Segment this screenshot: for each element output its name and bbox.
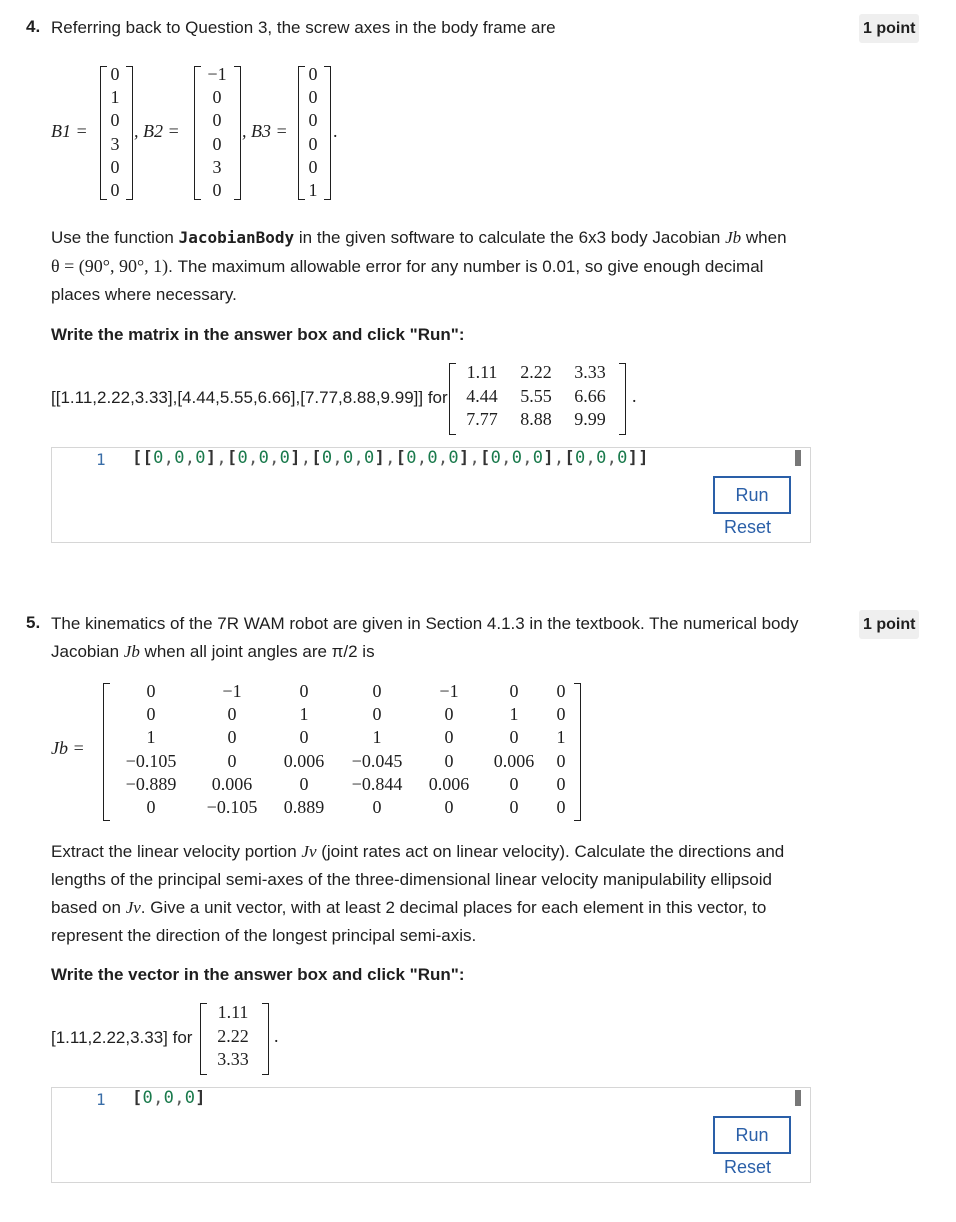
- jacobian-cell: 1: [299, 704, 309, 725]
- jacobian-cell: 0.006: [211, 773, 253, 794]
- jacobian-cell: 0: [146, 704, 156, 725]
- code-input[interactable]: [0,0,0]: [132, 1088, 206, 1108]
- b2-entry: 0: [212, 180, 222, 200]
- jacobian-cell: 0: [372, 797, 382, 817]
- question-5-answer-editor[interactable]: [51, 1087, 811, 1183]
- question-5-points-badge: 1 point: [859, 610, 919, 639]
- jacobian-cell: 0: [509, 773, 519, 794]
- jacobian-cell: 0: [556, 750, 566, 771]
- b3-right-bracket: [324, 66, 331, 200]
- example-matrix-cell: 8.88: [520, 409, 552, 429]
- jacobian-cell: 0: [509, 727, 519, 748]
- jacobian-cell: 1: [146, 727, 156, 748]
- jacobian-cell: 1: [556, 727, 566, 748]
- example-matrix-cell: 2.22: [520, 362, 552, 382]
- b1-entry: 0: [110, 180, 120, 200]
- reset-link[interactable]: Reset: [724, 517, 772, 537]
- b1-label: B1 =: [51, 121, 88, 141]
- b3-entry: 0: [308, 133, 318, 154]
- jacobian-left-bracket: [103, 683, 110, 821]
- jacobian-cell: 0: [444, 727, 454, 748]
- example-matrix-right-bracket: [619, 363, 626, 435]
- theta-expression: θ = (90°, 90°, 1): [51, 256, 169, 276]
- jacobian-cell: 0.889: [283, 797, 325, 817]
- jacobian-cell: −0.844: [351, 773, 403, 794]
- b2-entry: 0: [212, 87, 222, 108]
- example-matrix-cell: 6.66: [574, 385, 606, 406]
- jacobian-cell: 0: [146, 797, 156, 817]
- question-4-points-badge: 1 point: [859, 14, 919, 43]
- editor-scrollbar[interactable]: [795, 450, 801, 466]
- question-4-paragraph: Use the function JacobianBody in the given software to calculate the 6x3 body Jacobian Jb when θ = (90°, 90°, 1). The maximum allowable error for any number is 0.01, so give enough decimal places where necessary.: [51, 228, 787, 304]
- jacobian-cell: 0: [372, 704, 382, 725]
- b1-entry: 0: [110, 110, 120, 131]
- jacobian-cell: 0.006: [283, 750, 325, 771]
- jacobian-cell: 1: [372, 727, 382, 748]
- jacobian-cell: −0.105: [206, 797, 258, 817]
- question-4-instruction: Write the matrix in the answer box and click "Run":: [51, 325, 465, 344]
- jacobian-cell: 0: [444, 704, 454, 725]
- jacobian-cell: −0.045: [351, 750, 403, 771]
- jacobian-cell: −0.105: [125, 750, 177, 771]
- question-4-prompt: Referring back to Question 3, the screw axes in the body frame are: [51, 18, 556, 37]
- jacobian-cell: 0: [556, 681, 566, 701]
- jacobian-cell: −0.889: [125, 773, 177, 794]
- example-vector-right-bracket: [262, 1003, 269, 1075]
- jacobian-cell: 0: [299, 681, 309, 701]
- b3-entry: 0: [308, 64, 318, 84]
- example-matrix-cell: 5.55: [520, 385, 552, 406]
- example-matrix-dot: .: [632, 386, 637, 406]
- b3-entry: 0: [308, 156, 318, 177]
- b2-entry: 0: [212, 133, 222, 154]
- example-matrix-cell: 4.44: [466, 385, 498, 406]
- b1-right-bracket: [126, 66, 133, 200]
- example-matrix-cell: 7.77: [466, 409, 498, 429]
- jacobian-cell: 0: [509, 681, 519, 701]
- question-5-number: 5.: [26, 613, 41, 632]
- b1-entry: 0: [110, 156, 120, 177]
- b2-entry: 3: [212, 156, 222, 177]
- b1-entry: 1: [110, 87, 120, 108]
- question-4-example-text: [[1.11,2.22,3.33],[4.44,5.55,6.66],[7.77,8.88,9.99]] for: [51, 388, 448, 407]
- jacobian-cell: −1: [439, 681, 459, 701]
- example-vector-dot: .: [274, 1026, 279, 1046]
- jacobian-cell: 0: [509, 797, 519, 817]
- b1-entry: 0: [110, 64, 120, 84]
- editor-scrollbar[interactable]: [795, 1090, 801, 1106]
- jacobian-cell: −1: [222, 681, 242, 701]
- jacobian-cell: 0: [444, 797, 454, 817]
- line-number: 1: [96, 450, 106, 469]
- b2-entry: −1: [207, 64, 227, 84]
- b2-label: , B2 =: [134, 121, 180, 141]
- question-4-number: 4.: [26, 17, 41, 36]
- example-vector-left-bracket: [200, 1003, 207, 1075]
- jacobian-cell: 0: [146, 681, 156, 701]
- jacobian-cell: 0: [556, 704, 566, 725]
- code-input[interactable]: [[0,0,0],[0,0,0],[0,0,0],[0,0,0],[0,0,0],[0,0,0]]: [132, 448, 649, 468]
- example-vector-entry: 2.22: [217, 1025, 249, 1046]
- jacobian-cell: 0: [556, 773, 566, 794]
- question-5-prompt: The kinematics of the 7R WAM robot are given in Section 4.1.3 in the textbook. The numerical body Jacobian Jb when all joint angles are π/2 is: [51, 614, 799, 661]
- question-5-paragraph: Extract the linear velocity portion Jv (joint rates act on linear velocity). Calculate the directions and lengths of the principal semi-axes of the three-dimensional linear velocity manipulability ellipsoid based on Jv. Give a unit vector, with at least 2 decimal places for each element in this vector, to represent the direction of the longest principal semi-axis.: [51, 842, 785, 945]
- question-5-example-text: [1.11,2.22,3.33] for: [51, 1028, 193, 1047]
- b3-entry: 1: [308, 180, 318, 200]
- b2-right-bracket: [234, 66, 241, 200]
- run-button[interactable]: Run: [713, 1116, 791, 1154]
- jacobian-cell: 1: [509, 704, 519, 725]
- jacobian-cell: 0: [299, 773, 309, 794]
- example-matrix-cell: 9.99: [574, 409, 606, 429]
- jb-label: Jb =: [51, 738, 85, 758]
- jacobian-cell: 0: [227, 727, 237, 748]
- b3-entry: 0: [308, 87, 318, 108]
- example-vector-entry: 3.33: [217, 1049, 249, 1069]
- jacobian-cell: 0: [444, 750, 454, 771]
- example-matrix-cell: 1.11: [466, 362, 498, 382]
- jacobian-cell: 0.006: [493, 750, 535, 771]
- b2-entry: 0: [212, 110, 222, 131]
- b3-entry: 0: [308, 110, 318, 131]
- jacobian-cell: 0: [227, 704, 237, 725]
- line-number: 1: [96, 1090, 106, 1109]
- jacobian-cell: 0: [556, 797, 566, 817]
- run-button[interactable]: Run: [713, 476, 791, 514]
- question-5-instruction: Write the vector in the answer box and click "Run":: [51, 965, 465, 984]
- function-name: JacobianBody: [178, 228, 295, 247]
- example-matrix-left-bracket: [449, 363, 456, 435]
- example-vector-entry: 1.11: [217, 1002, 249, 1022]
- b3-end-dot: .: [333, 121, 338, 141]
- jacobian-cell: 0: [372, 681, 382, 701]
- jacobian-cell: 0: [227, 750, 237, 771]
- b1-entry: 3: [110, 133, 120, 154]
- question-4-answer-editor[interactable]: [51, 447, 811, 543]
- jacobian-cell: 0: [299, 727, 309, 748]
- b3-label: , B3 =: [242, 121, 288, 141]
- reset-link[interactable]: Reset: [724, 1157, 772, 1177]
- example-matrix-cell: 3.33: [574, 362, 606, 382]
- jacobian-cell: 0.006: [428, 773, 470, 794]
